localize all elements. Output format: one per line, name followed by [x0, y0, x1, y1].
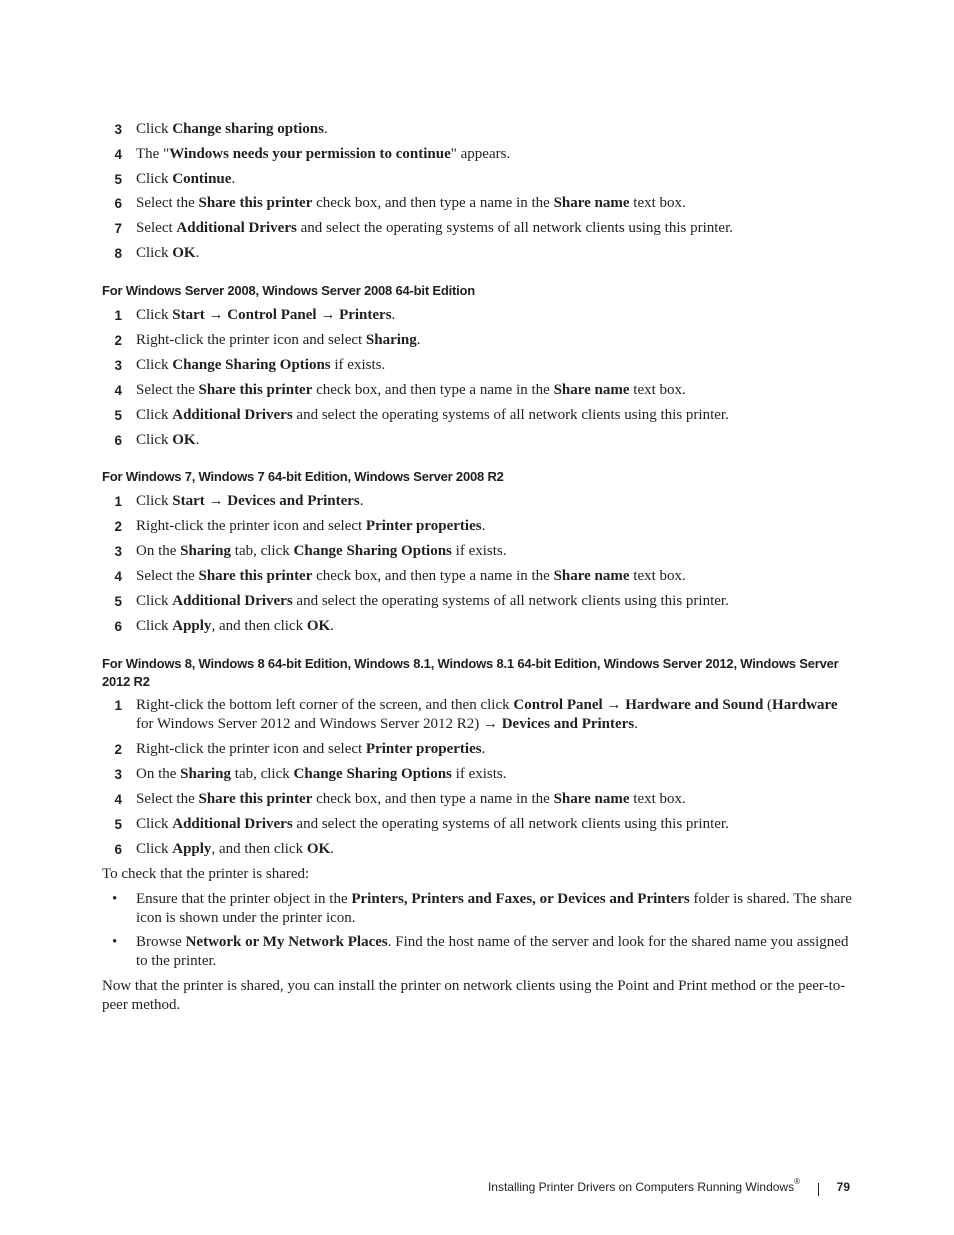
- step-text: [136, 145, 852, 164]
- step-number: 3: [114, 358, 122, 373]
- text-run: →: [316, 307, 340, 323]
- text-run: tab, click: [231, 543, 294, 559]
- text-run: if exists.: [330, 357, 386, 373]
- text-run: Click: [136, 357, 173, 373]
- text-run: " appears.: [450, 146, 511, 162]
- step-number: 3: [114, 544, 122, 559]
- text-run: Click: [136, 407, 173, 423]
- step-number: 5: [114, 594, 122, 609]
- ui-term: Hardware and Sound: [625, 697, 764, 713]
- ui-term: Change Sharing Options: [293, 543, 452, 559]
- text-run: Browse: [136, 934, 186, 950]
- step-text: [136, 517, 852, 536]
- text-run: Click: [136, 245, 173, 261]
- text-run: →: [204, 493, 228, 509]
- ui-term: Printers, Printers and Faxes, or Devices and Printers: [351, 891, 690, 907]
- step-text: [136, 840, 852, 859]
- step-number: 6: [114, 196, 122, 211]
- page-footer: [450, 1177, 850, 1200]
- text-run: Click: [136, 171, 173, 187]
- ui-term: OK: [306, 841, 331, 857]
- step-text: [136, 617, 852, 636]
- text-run: →: [602, 697, 626, 713]
- step-number: 5: [114, 817, 122, 832]
- step-number: 4: [114, 569, 122, 584]
- text-run: .: [330, 841, 334, 857]
- ui-term: Start: [172, 307, 205, 323]
- text-run: text box.: [629, 568, 686, 584]
- step-number: 3: [114, 767, 122, 782]
- text-run: Select the: [136, 568, 199, 584]
- step-text: [136, 492, 852, 511]
- ui-term: Additional Drivers: [172, 816, 293, 832]
- text-run: and select the operating systems of all network clients using this printer.: [292, 593, 729, 609]
- ui-term: Control Panel: [227, 307, 317, 323]
- text-run: and select the operating systems of all network clients using this printer.: [296, 220, 733, 236]
- text-run: Click: [136, 841, 173, 857]
- text-run: Select: [136, 220, 177, 236]
- ui-term: Start: [172, 493, 205, 509]
- ui-term: Devices and Printers: [501, 716, 635, 732]
- ui-term: Apply: [172, 841, 212, 857]
- text-run: if exists.: [451, 543, 507, 559]
- step-number: 6: [114, 433, 122, 448]
- text-run: (: [763, 697, 773, 713]
- text-run: text box.: [629, 382, 686, 398]
- step-number: 5: [114, 408, 122, 423]
- step-number: 1: [114, 494, 122, 509]
- step-text: [136, 194, 852, 213]
- ui-term: Windows needs your permission to continue: [169, 146, 451, 162]
- text-run: and select the operating systems of all network clients using this printer.: [292, 407, 729, 423]
- step-text: [136, 790, 852, 809]
- text-run: .: [481, 741, 486, 757]
- ui-term: Change sharing options: [172, 121, 324, 137]
- text-run: check box, and then type a name in the: [312, 382, 554, 398]
- ui-term: Sharing: [180, 766, 232, 782]
- ui-term: Printers: [339, 307, 392, 323]
- text-run: .: [359, 493, 364, 509]
- text-run: folder is shared. The share icon is shown under the printer icon.: [136, 891, 852, 926]
- step-text: [136, 120, 852, 139]
- step-text: [136, 765, 852, 784]
- bullet-dot: •: [112, 891, 118, 907]
- ui-term: Share name: [553, 382, 630, 398]
- text-run: Click: [136, 493, 173, 509]
- step-number: 6: [114, 619, 122, 634]
- ui-term: Change Sharing Options: [172, 357, 331, 373]
- text-run: →: [204, 307, 228, 323]
- step-text: [136, 331, 852, 350]
- text-run: .: [195, 245, 200, 261]
- text-run: On the: [136, 766, 181, 782]
- text-run: text box.: [629, 791, 686, 807]
- text-run: Click: [136, 618, 173, 634]
- ui-term: OK: [172, 245, 196, 261]
- section-heading: For Windows Server 2008, Windows Server 2008 64-bit Edition: [102, 283, 476, 298]
- ui-term: Devices and Printers: [227, 493, 360, 509]
- closing-paragraph: Now that the printer is shared, you can install the printer on network clients using the Point and Print method or the peer-to-peer method.: [102, 978, 846, 1013]
- text-run: .: [323, 121, 328, 137]
- ui-term: Change Sharing Options: [293, 766, 452, 782]
- text-run: Select the: [136, 791, 199, 807]
- text-run: .: [231, 171, 236, 187]
- bullet-dot: •: [112, 934, 118, 950]
- text-run: Right-click the printer icon and select: [136, 332, 366, 348]
- text-run: Click: [136, 593, 173, 609]
- text-run: .: [634, 716, 638, 732]
- step-number: 2: [114, 742, 122, 757]
- step-text: [136, 431, 852, 450]
- ui-term: Printer properties: [365, 518, 482, 534]
- text-run: .: [330, 618, 334, 634]
- ui-term: Share this printer: [198, 568, 313, 584]
- ui-term: Share name: [553, 195, 630, 211]
- text-run: Right-click the printer icon and select: [136, 741, 366, 757]
- text-run: .: [416, 332, 421, 348]
- text-run: Click: [136, 432, 173, 448]
- ui-term: Additional Drivers: [176, 220, 297, 236]
- ui-term: Sharing: [180, 543, 232, 559]
- text-run: Click: [136, 307, 173, 323]
- step-number: 1: [114, 698, 122, 713]
- text-run: Right-click the printer icon and select: [136, 518, 366, 534]
- footer-title: [487, 1177, 800, 1194]
- text-run: check box, and then type a name in the: [312, 195, 554, 211]
- ui-term: Apply: [172, 618, 212, 634]
- text-run: .: [391, 307, 396, 323]
- step-text: [136, 567, 852, 586]
- ui-term: OK: [172, 432, 196, 448]
- text-run: The ": [136, 146, 170, 162]
- section-heading: For Windows 7, Windows 7 64-bit Edition, Windows Server 2008 R2: [102, 469, 504, 484]
- bullet-text: [136, 933, 852, 971]
- ui-term: Control Panel: [513, 697, 603, 713]
- step-text: [136, 815, 852, 834]
- step-number: 8: [114, 246, 122, 261]
- ui-term: Printer properties: [365, 741, 482, 757]
- text-run: check box, and then type a name in the: [312, 568, 554, 584]
- section-heading: For Windows 8, Windows 8 64-bit Edition, Windows 8.1, Windows 8.1 64-bit Edition, Windows Server 2012, Windows Server 2012 R2: [102, 656, 839, 689]
- step-text: [136, 740, 852, 759]
- ui-term: Share this printer: [198, 195, 313, 211]
- text-run: and select the operating systems of all network clients using this printer.: [292, 816, 729, 832]
- ui-term: Additional Drivers: [172, 593, 293, 609]
- step-number: 5: [114, 172, 122, 187]
- text-run: .: [195, 432, 200, 448]
- text-run: Click: [136, 121, 173, 137]
- text-run: Select the: [136, 195, 199, 211]
- text-run: , and then click: [211, 841, 307, 857]
- step-text: [136, 542, 852, 561]
- ui-term: Hardware: [772, 697, 838, 713]
- text-run: Right-click the bottom left corner of the screen, and then click: [136, 697, 514, 713]
- text-run: for Windows Server 2012 and Windows Server 2012 R2) →: [136, 716, 502, 732]
- step-number: 2: [114, 519, 122, 534]
- text-run: if exists.: [451, 766, 507, 782]
- bullet-text: [136, 890, 852, 928]
- check-intro: To check that the printer is shared:: [102, 866, 310, 882]
- text-run: Select the: [136, 382, 199, 398]
- ui-term: Network or My Network Places: [185, 934, 388, 950]
- text-run: tab, click: [231, 766, 294, 782]
- page-number: 79: [836, 1180, 850, 1194]
- step-text: [136, 219, 852, 238]
- step-text: [136, 381, 852, 400]
- footer-title-text: Installing Printer Drivers on Computers Running Windows: [487, 1180, 795, 1194]
- step-text: [136, 170, 852, 189]
- text-run: Click: [136, 816, 173, 832]
- registered-mark: ®: [794, 1177, 800, 1186]
- step-text: [136, 406, 852, 425]
- step-number: 4: [114, 383, 122, 398]
- step-number: 2: [114, 333, 122, 348]
- text-run: Ensure that the printer object in the: [136, 891, 352, 907]
- text-run: , and then click: [211, 618, 307, 634]
- ui-term: Share this printer: [198, 791, 313, 807]
- step-text: [136, 244, 852, 263]
- ui-term: OK: [306, 618, 331, 634]
- step-number: 4: [114, 147, 122, 162]
- text-run: . Find the host name of the server and look for the shared name you assigned to the printer.: [136, 934, 849, 969]
- text-run: text box.: [629, 195, 686, 211]
- step-number: 1: [114, 308, 122, 323]
- step-number: 7: [114, 221, 122, 236]
- text-run: check box, and then type a name in the: [312, 791, 554, 807]
- ui-term: Share this printer: [198, 382, 313, 398]
- step-text: [136, 356, 852, 375]
- ui-term: Share name: [553, 568, 630, 584]
- step-number: 6: [114, 842, 122, 857]
- ui-term: Continue: [172, 171, 232, 187]
- ui-term: Sharing: [365, 332, 417, 348]
- text-run: On the: [136, 543, 181, 559]
- step-number: 4: [114, 792, 122, 807]
- ui-term: Share name: [553, 791, 630, 807]
- text-run: .: [481, 518, 486, 534]
- step-text: [136, 592, 852, 611]
- footer-divider: [818, 1183, 819, 1196]
- step-number: 3: [114, 122, 122, 137]
- step-text: [136, 306, 852, 325]
- ui-term: Additional Drivers: [172, 407, 293, 423]
- step-text: [136, 696, 852, 734]
